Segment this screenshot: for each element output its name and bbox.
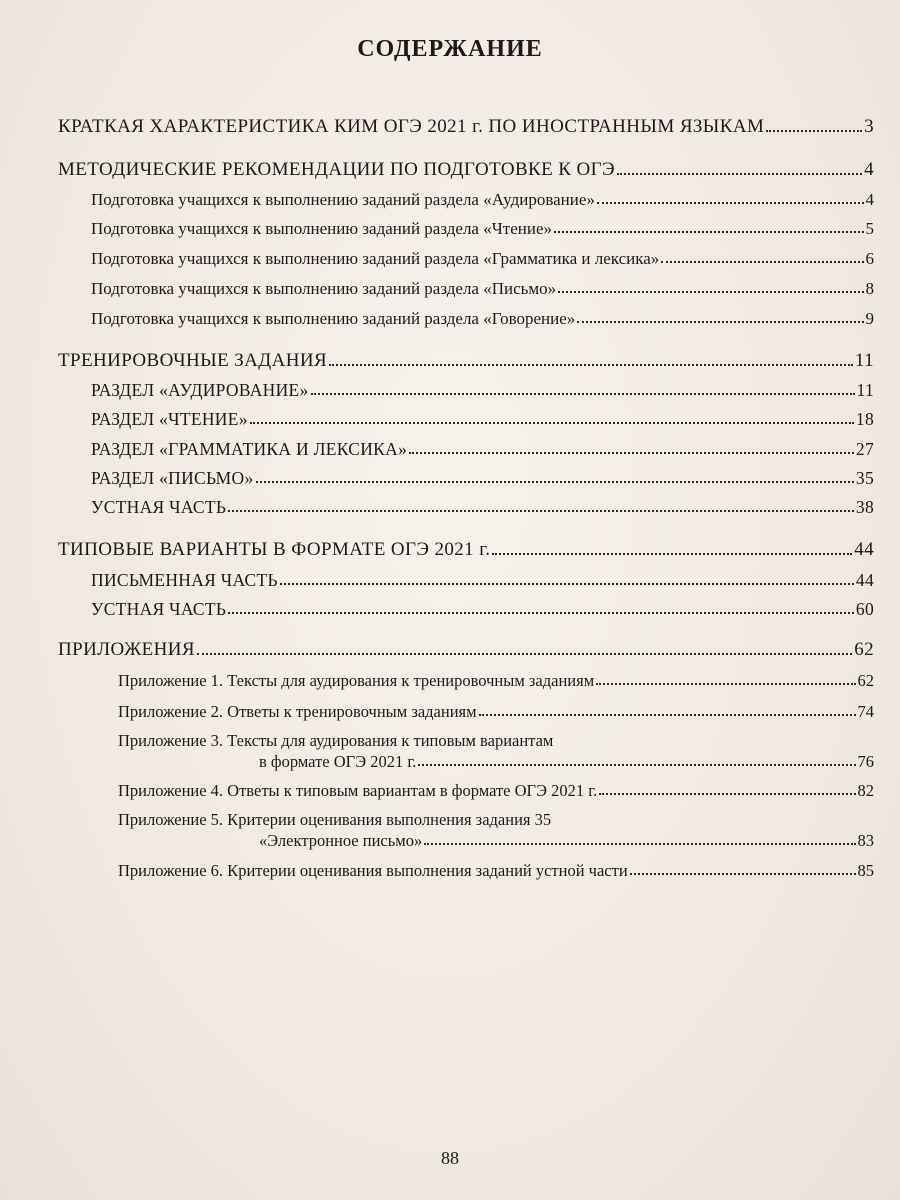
dot-leader (599, 793, 855, 795)
dot-leader (250, 422, 854, 424)
toc-page-number: 62 (854, 639, 874, 660)
toc-entry-text: ПРИЛОЖЕНИЯ (58, 639, 195, 660)
toc-entry-appendix-2 (118, 702, 874, 722)
toc-entry-appendix-6 (118, 861, 874, 881)
toc-page-number: 4 (865, 190, 874, 209)
dot-leader (554, 231, 864, 233)
toc-entry-appendix-5-line1: Приложение 5. Критерии оценивания выполнения задания 35 (118, 810, 552, 829)
toc-entry-characteristics (58, 116, 874, 138)
toc-page-number: 18 (855, 409, 874, 429)
toc-page-number: 9 (865, 309, 874, 328)
toc-entry-appendix-5 (259, 831, 874, 851)
toc-page-number: 11 (854, 350, 874, 371)
toc-page-number: 4 (864, 159, 874, 180)
toc-entry-text: Приложение 2. Ответы к тренировочным заданиям (118, 702, 477, 721)
toc-entry-text: Приложение 4. Ответы к типовым вариантам в формате ОГЭ 2021 г. (118, 781, 598, 800)
toc-page-number: 44 (855, 570, 874, 590)
dot-leader (228, 510, 854, 512)
toc-page-number: 85 (857, 861, 874, 880)
toc-entry-appendix-4 (118, 781, 874, 801)
toc-entry-typical-variants (58, 539, 874, 561)
toc-page-number: 5 (865, 219, 874, 238)
dot-leader (256, 481, 854, 483)
toc-entry-text: УСТНАЯ ЧАСТЬ (91, 497, 227, 517)
toc-page-number: 44 (854, 539, 874, 560)
toc-entry-text: Приложение 1. Тексты для аудирования к тренировочным заданиям (118, 671, 595, 690)
toc-entry-text: РАЗДЕЛ «ГРАММАТИКА И ЛЕКСИКА» (91, 439, 408, 459)
toc-entry-prep-grammar (91, 249, 874, 269)
dot-leader (577, 321, 863, 323)
toc-entry-text: ТРЕНИРОВОЧНЫЕ ЗАДАНИЯ (58, 350, 328, 371)
toc-entry-prep-reading (91, 219, 874, 239)
dot-leader (424, 843, 855, 845)
toc-entry-text: УСТНАЯ ЧАСТЬ (91, 599, 227, 619)
toc-entry-text: КРАТКАЯ ХАРАКТЕРИСТИКА КИМ ОГЭ 2021 г. ПО ИНОСТРАННЫМ ЯЗЫКАМ (58, 116, 765, 137)
dot-leader (617, 173, 862, 175)
toc-page-number: 35 (855, 468, 874, 488)
toc-entry-text: ТИПОВЫЕ ВАРИАНТЫ В ФОРМАТЕ ОГЭ 2021 г. (58, 539, 491, 560)
toc-entry-text: Приложение 6. Критерии оценивания выполнения заданий устной части (118, 861, 628, 880)
dot-leader (630, 873, 856, 875)
toc-page-number: 3 (864, 116, 874, 137)
dot-leader (280, 583, 854, 585)
dot-leader (311, 393, 855, 395)
toc-entry-text: Подготовка учащихся к выполнению заданий раздела «Говорение» (91, 309, 576, 328)
toc-entry-text: в формате ОГЭ 2021 г. (259, 752, 417, 771)
toc-entry-appendix-1 (118, 671, 874, 691)
toc-page-number: 60 (855, 599, 874, 619)
toc-entry-text: Подготовка учащихся к выполнению заданий раздела «Грамматика и лексика» (91, 249, 660, 268)
toc-entry-text: РАЗДЕЛ «АУДИРОВАНИЕ» (91, 380, 309, 400)
toc-entry-training-reading (91, 409, 874, 430)
toc-entry-text: РАЗДЕЛ «ПИСЬМО» (91, 468, 254, 488)
toc-entry-training-oral (91, 497, 874, 518)
toc-entry-text: Подготовка учащихся к выполнению заданий раздела «Чтение» (91, 219, 552, 238)
toc-page-number: 11 (856, 380, 874, 400)
toc-entry-training-listening (91, 380, 874, 401)
toc-page-number: 27 (855, 439, 874, 459)
toc-entry-text: Подготовка учащихся к выполнению заданий раздела «Письмо» (91, 279, 557, 298)
toc-entry-training-writing (91, 468, 874, 489)
dot-leader (409, 452, 854, 454)
dot-leader (228, 612, 854, 614)
dot-leader (766, 130, 862, 132)
toc-page-number: 8 (865, 279, 874, 298)
toc-entry-text: «Электронное письмо» (259, 831, 423, 850)
toc-entry-text: ПИСЬМЕННАЯ ЧАСТЬ (91, 570, 278, 590)
toc-entry-written-part (91, 570, 874, 591)
page-number: 88 (441, 1148, 459, 1168)
toc-entry-training-grammar (91, 439, 874, 460)
toc-entry-text: Подготовка учащихся к выполнению заданий раздела «Аудирование» (91, 190, 595, 209)
toc-entry-methodology (58, 159, 874, 181)
toc-page-number: 6 (865, 249, 874, 268)
toc-page-number: 38 (855, 497, 874, 517)
toc-page-number: 83 (857, 831, 874, 850)
toc-entry-appendix-3 (259, 752, 874, 772)
dot-leader (492, 553, 852, 555)
toc-entry-appendices (58, 639, 874, 661)
dot-leader (479, 714, 856, 716)
dot-leader (197, 653, 852, 655)
toc-entry-appendix-3-line1: Приложение 3. Тексты для аудирования к типовым вариантам (118, 731, 554, 750)
toc-entry-prep-writing (91, 279, 874, 299)
toc-entry-oral-part (91, 599, 874, 620)
toc-page-number: 62 (857, 671, 874, 690)
toc-page-number: 82 (857, 781, 874, 800)
toc-entry-training (58, 350, 874, 372)
page-title: СОДЕРЖАНИЕ (357, 36, 543, 62)
dot-leader (661, 261, 863, 263)
toc-entry-prep-speaking (91, 309, 874, 329)
dot-leader (596, 683, 855, 685)
dot-leader (418, 764, 855, 766)
dot-leader (329, 364, 853, 366)
toc-entry-text: МЕТОДИЧЕСКИЕ РЕКОМЕНДАЦИИ ПО ПОДГОТОВКЕ К ОГЭ (58, 159, 615, 180)
toc-page-number: 74 (857, 702, 874, 721)
toc-entry-text: РАЗДЕЛ «ЧТЕНИЕ» (91, 409, 248, 429)
toc-entry-prep-listening (91, 190, 874, 210)
toc-page-number: 76 (857, 752, 874, 771)
dot-leader (558, 291, 863, 293)
dot-leader (597, 202, 864, 204)
